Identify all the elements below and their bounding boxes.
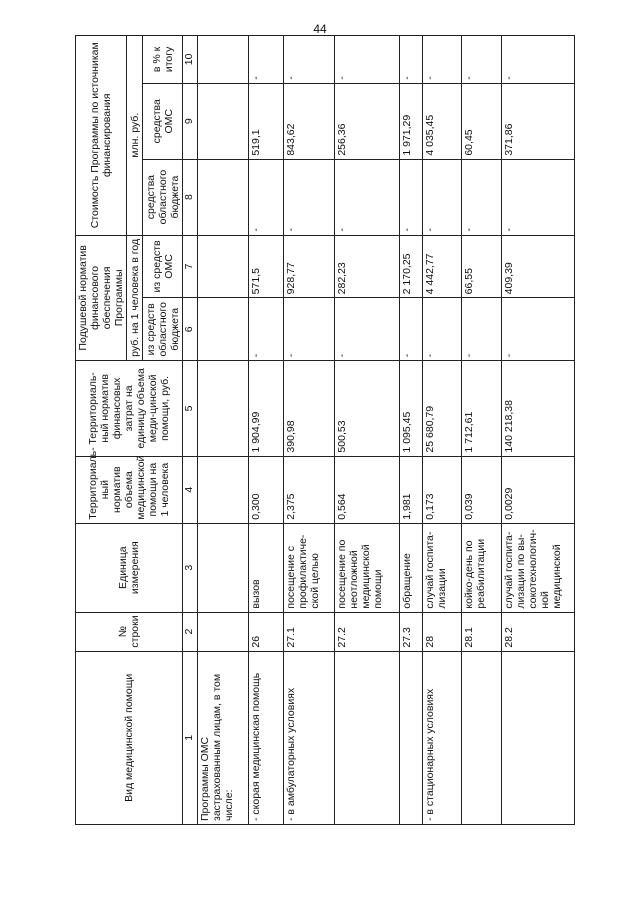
- header-type: Вид медицинской помощи: [76, 651, 183, 824]
- cell-percapita-oms: 4 442,77: [422, 235, 461, 298]
- cell-percapita-budget: [198, 298, 249, 361]
- cell-cost-oms: 4 035,45: [422, 83, 461, 159]
- cell-cost: 1 904,99: [249, 361, 284, 456]
- header-percapita-oms: из средств ОМС: [143, 235, 183, 298]
- column-number: 9: [183, 83, 198, 159]
- cell-row-number: 27.2: [334, 612, 399, 651]
- header-percapita-group: Подушевой норматив финансового обеспечения Программы: [76, 235, 127, 361]
- cell-row-number: 27.3: [399, 612, 422, 651]
- header-cost-group: Стоимость Программы по источникам финансирования: [76, 36, 127, 236]
- cell-cost-oms: [198, 83, 249, 159]
- cell-type: [462, 651, 501, 824]
- cell-percapita-budget: -: [422, 298, 461, 361]
- cell-percent: [198, 36, 249, 84]
- cell-type: - в амбулаторных условиях: [283, 651, 334, 824]
- header-cost-norm: Территориаль-ный норматив финансовых затрат на единицу объема меди-цинской помощи, руб.: [76, 361, 183, 456]
- cell-row-number: 28.2: [501, 612, 574, 651]
- table-row: [198, 36, 249, 825]
- cell-cost-budget: -: [334, 159, 399, 235]
- cell-unit: вызов: [249, 523, 284, 612]
- cell-unit: обращение: [399, 523, 422, 612]
- cell-percapita-budget: -: [399, 298, 422, 361]
- cell-volume: 0,564: [334, 456, 399, 523]
- cell-cost: 390,98: [283, 361, 334, 456]
- cell-unit: случай госпита-лизации: [422, 523, 461, 612]
- cell-volume: 0,039: [462, 456, 501, 523]
- column-number: 6: [183, 298, 198, 361]
- cell-cost-budget: -: [399, 159, 422, 235]
- cell-row-number: 26: [249, 612, 284, 651]
- cell-row-number: 28.1: [462, 612, 501, 651]
- header-cost-unit: млн. руб.: [127, 36, 143, 236]
- column-number: 4: [183, 456, 198, 523]
- cell-volume: 0,0029: [501, 456, 574, 523]
- cell-cost-oms: 371,86: [501, 83, 574, 159]
- cell-percapita-oms: 2 170,25: [399, 235, 422, 298]
- cell-cost-budget: [198, 159, 249, 235]
- table-row: [501, 36, 574, 825]
- cell-row-number: 27.1: [283, 612, 334, 651]
- cell-percent: -: [399, 36, 422, 84]
- cell-cost-budget: -: [462, 159, 501, 235]
- cell-percapita-budget: -: [462, 298, 501, 361]
- cell-cost-oms: 256,36: [334, 83, 399, 159]
- cell-cost: 500,53: [334, 361, 399, 456]
- column-number: 8: [183, 159, 198, 235]
- cell-cost: 25 680,79: [422, 361, 461, 456]
- cell-percent: -: [462, 36, 501, 84]
- cell-row-number: [198, 612, 249, 651]
- cell-percent: -: [283, 36, 334, 84]
- column-number: 3: [183, 523, 198, 612]
- cell-unit: посещение по неотложной медицинской помощи: [334, 523, 399, 612]
- cell-volume: 0,173: [422, 456, 461, 523]
- cell-percapita-oms: 409,39: [501, 235, 574, 298]
- cell-type: [399, 651, 422, 824]
- page-number: 44: [313, 22, 327, 36]
- cell-cost: 140 218,38: [501, 361, 574, 456]
- cell-type: [334, 651, 399, 824]
- cell-percapita-oms: 571,5: [249, 235, 284, 298]
- cell-cost: 1 095,45: [399, 361, 422, 456]
- cell-volume: 1,981: [399, 456, 422, 523]
- column-number: 10: [183, 36, 198, 84]
- cell-type: [501, 651, 574, 824]
- cell-unit: [198, 523, 249, 612]
- header-cost-budget: средства областного бюджета: [143, 159, 183, 235]
- column-number: 2: [183, 612, 198, 651]
- program-cost-table: [75, 35, 575, 825]
- cell-percapita-oms: 66,55: [462, 235, 501, 298]
- cell-unit: койко-день по реабилитации: [462, 523, 501, 612]
- cell-percapita-budget: -: [283, 298, 334, 361]
- cell-type: - скорая медицинская помощь: [249, 651, 284, 824]
- cell-cost-budget: -: [283, 159, 334, 235]
- header-percapita-budget: из средств областного бюджета: [143, 298, 183, 361]
- cell-cost-oms: 60,45: [462, 83, 501, 159]
- table-row: [283, 36, 334, 825]
- cell-cost-oms: 519,1: [249, 83, 284, 159]
- table-row: [462, 36, 501, 825]
- header-cost-percent: в % к итогу: [143, 36, 183, 84]
- cell-volume: 0,300: [249, 456, 284, 523]
- cell-percent: -: [249, 36, 284, 84]
- cell-unit: случай госпита-лизации по вы-сокотехнологич-ной медицинской: [501, 523, 574, 612]
- cell-percapita-oms: 928,77: [283, 235, 334, 298]
- cell-cost-budget: -: [249, 159, 284, 235]
- header-unit: Единица измерения: [76, 523, 183, 612]
- cell-cost: [198, 361, 249, 456]
- table-row: [399, 36, 422, 825]
- table-row: [334, 36, 399, 825]
- column-number: 5: [183, 361, 198, 456]
- cell-cost-budget: -: [422, 159, 461, 235]
- header-volume-norm: Территориаль-ный норматив объема медицинской помощи на 1 человека: [76, 456, 183, 523]
- cell-type: - в стационарных условиях: [422, 651, 461, 824]
- cell-unit: посещение с профилактиче-ской целью: [283, 523, 334, 612]
- cell-cost-budget: -: [501, 159, 574, 235]
- cell-percent: -: [501, 36, 574, 84]
- cell-row-number: 28: [422, 612, 461, 651]
- column-number: 1: [183, 651, 198, 824]
- header-cost-oms: средства ОМС: [143, 83, 183, 159]
- cell-percapita-budget: -: [249, 298, 284, 361]
- cell-cost-oms: 1 971,29: [399, 83, 422, 159]
- cell-percent: -: [334, 36, 399, 84]
- cell-percapita-budget: -: [334, 298, 399, 361]
- header-percapita-unit: руб. на 1 человека в год: [127, 235, 143, 361]
- cell-percent: -: [422, 36, 461, 84]
- header-row-number: № строки: [76, 612, 183, 651]
- rotated-table-wrapper: [75, 35, 575, 825]
- table-row: [249, 36, 284, 825]
- column-number: 7: [183, 235, 198, 298]
- cell-type: Программы ОМС застрахованным лицам, в том числе:: [198, 651, 249, 824]
- cell-cost: 1 712,61: [462, 361, 501, 456]
- table-row: [422, 36, 461, 825]
- cell-percapita-oms: [198, 235, 249, 298]
- cell-percapita-budget: -: [501, 298, 574, 361]
- cell-volume: [198, 456, 249, 523]
- cell-cost-oms: 843,62: [283, 83, 334, 159]
- cell-volume: 2,375: [283, 456, 334, 523]
- cell-percapita-oms: 282,23: [334, 235, 399, 298]
